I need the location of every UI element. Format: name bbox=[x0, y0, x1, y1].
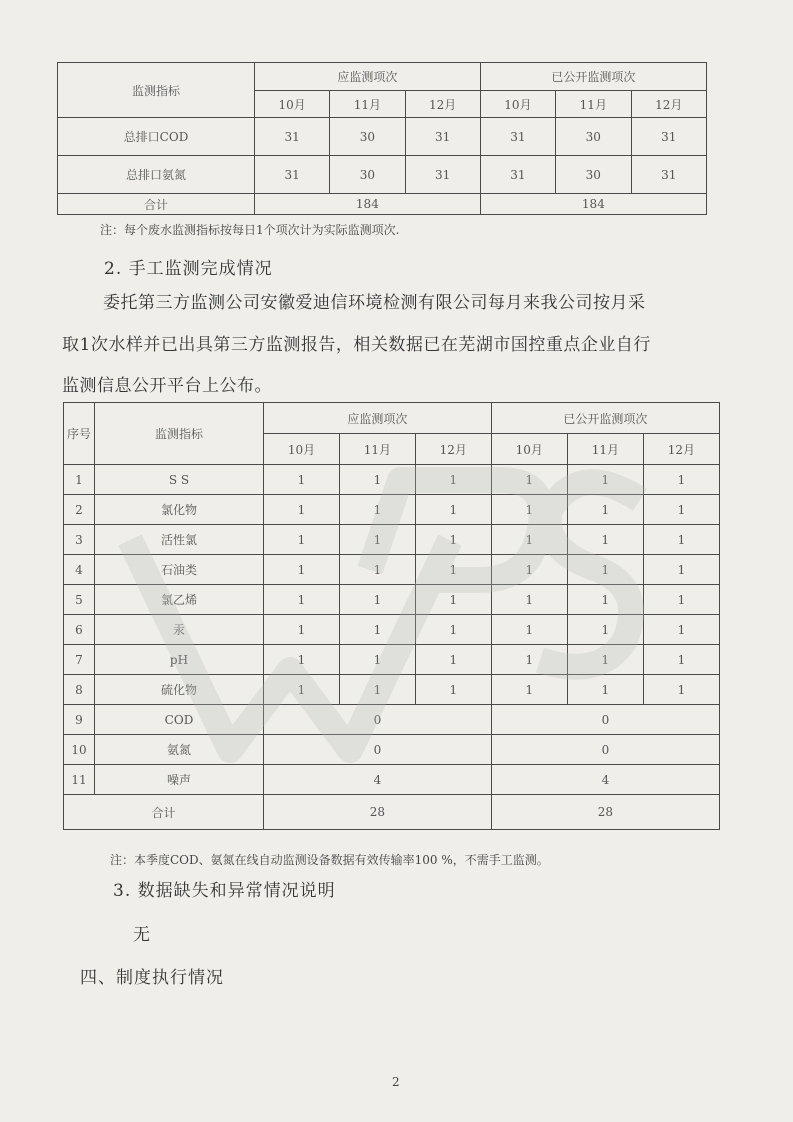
section-2-paragraph-line: 监测信息公开平台上公布。 bbox=[62, 376, 272, 396]
merged-published-value: 0 bbox=[491, 705, 719, 735]
indicator-name: 噪声 bbox=[95, 765, 264, 795]
section-4-heading: 四、制度执行情况 bbox=[80, 968, 224, 988]
table-row bbox=[64, 585, 720, 615]
indicator-name: 总排口COD bbox=[58, 118, 255, 156]
col-indicator-header: 监测指标 bbox=[58, 63, 255, 118]
cell-value: 31 bbox=[480, 156, 555, 194]
month-header: 10月 bbox=[491, 434, 567, 465]
row-number: 2 bbox=[64, 495, 95, 525]
cell-value: 31 bbox=[255, 156, 330, 194]
col-no-header: 序号 bbox=[64, 403, 95, 465]
table-row bbox=[64, 615, 720, 645]
cell-value: 1 bbox=[339, 675, 415, 705]
cell-value: 1 bbox=[264, 615, 340, 645]
cell-value: 1 bbox=[491, 675, 567, 705]
indicator-name: 氨氮 bbox=[95, 735, 264, 765]
table-row bbox=[64, 735, 720, 765]
cell-value: 1 bbox=[415, 555, 491, 585]
merged-required-value: 4 bbox=[264, 765, 492, 795]
total-published: 28 bbox=[491, 795, 719, 830]
indicator-name: COD bbox=[95, 705, 264, 735]
cell-value: 1 bbox=[643, 615, 719, 645]
cell-value: 1 bbox=[491, 615, 567, 645]
cell-value: 1 bbox=[339, 525, 415, 555]
cell-value: 1 bbox=[491, 495, 567, 525]
row-number: 3 bbox=[64, 525, 95, 555]
merged-published-value: 0 bbox=[491, 735, 719, 765]
cell-value: 1 bbox=[339, 495, 415, 525]
cell-value: 1 bbox=[264, 585, 340, 615]
cell-value: 1 bbox=[567, 555, 643, 585]
cell-value: 1 bbox=[567, 465, 643, 495]
total-label: 合计 bbox=[58, 194, 255, 215]
table-row bbox=[64, 765, 720, 795]
table-row bbox=[64, 495, 720, 525]
published-count-header: 已公开监测项次 bbox=[480, 63, 706, 91]
cell-value: 1 bbox=[415, 675, 491, 705]
col-indicator-header: 监测指标 bbox=[95, 403, 264, 465]
cell-value: 1 bbox=[643, 525, 719, 555]
table-row bbox=[64, 465, 720, 495]
table-row bbox=[64, 555, 720, 585]
cell-value: 1 bbox=[339, 555, 415, 585]
row-number: 10 bbox=[64, 735, 95, 765]
table-row bbox=[64, 705, 720, 735]
online-monitoring-table bbox=[57, 62, 707, 215]
cell-value: 30 bbox=[556, 156, 631, 194]
merged-required-value: 0 bbox=[264, 705, 492, 735]
cell-value: 1 bbox=[643, 465, 719, 495]
month-header: 11月 bbox=[567, 434, 643, 465]
manual-monitoring-table bbox=[63, 402, 720, 830]
cell-value: 1 bbox=[415, 465, 491, 495]
row-number: 5 bbox=[64, 585, 95, 615]
cell-value: 1 bbox=[264, 555, 340, 585]
row-number: 8 bbox=[64, 675, 95, 705]
cell-value: 1 bbox=[567, 615, 643, 645]
indicator-name: 氯化物 bbox=[95, 495, 264, 525]
cell-value: 1 bbox=[567, 645, 643, 675]
cell-value: 31 bbox=[405, 156, 480, 194]
month-header: 11月 bbox=[330, 91, 405, 118]
cell-value: 1 bbox=[643, 585, 719, 615]
indicator-name: 活性氯 bbox=[95, 525, 264, 555]
cell-value: 30 bbox=[330, 156, 405, 194]
cell-value: 1 bbox=[415, 615, 491, 645]
cell-value: 1 bbox=[339, 645, 415, 675]
table-row bbox=[64, 645, 720, 675]
row-number: 7 bbox=[64, 645, 95, 675]
month-header: 10月 bbox=[264, 434, 340, 465]
section-2-paragraph-line: 取1次水样并已出具第三方监测报告，相关数据已在芜湖市国控重点企业自行 bbox=[62, 335, 651, 355]
cell-value: 1 bbox=[567, 585, 643, 615]
cell-value: 1 bbox=[264, 465, 340, 495]
table-row bbox=[58, 118, 707, 156]
section-3-body: 无 bbox=[133, 925, 151, 945]
cell-value: 1 bbox=[491, 555, 567, 585]
required-count-header: 应监测项次 bbox=[264, 403, 492, 434]
cell-value: 31 bbox=[631, 156, 707, 194]
month-header: 12月 bbox=[405, 91, 480, 118]
month-header: 11月 bbox=[556, 91, 631, 118]
table-row bbox=[64, 675, 720, 705]
total-published: 184 bbox=[480, 194, 706, 215]
section-3-heading: 3. 数据缺失和异常情况说明 bbox=[113, 881, 336, 901]
cell-value: 31 bbox=[255, 118, 330, 156]
cell-value: 31 bbox=[405, 118, 480, 156]
section-2-paragraph-line: 委托第三方监测公司安徽爱迪信环境检测有限公司每月来我公司按月采 bbox=[103, 293, 646, 313]
cell-value: 30 bbox=[330, 118, 405, 156]
total-row bbox=[64, 795, 720, 830]
merged-published-value: 4 bbox=[491, 765, 719, 795]
cell-value: 1 bbox=[339, 615, 415, 645]
cell-value: 1 bbox=[643, 495, 719, 525]
cell-value: 1 bbox=[415, 525, 491, 555]
month-header: 12月 bbox=[631, 91, 707, 118]
section-2-heading: 2. 手工监测完成情况 bbox=[104, 259, 273, 279]
cell-value: 31 bbox=[631, 118, 707, 156]
cell-value: 1 bbox=[643, 675, 719, 705]
cell-value: 1 bbox=[567, 525, 643, 555]
total-required: 28 bbox=[264, 795, 492, 830]
row-number: 11 bbox=[64, 765, 95, 795]
cell-value: 1 bbox=[339, 585, 415, 615]
month-header: 10月 bbox=[255, 91, 330, 118]
indicator-name: pH bbox=[95, 645, 264, 675]
cell-value: 1 bbox=[264, 645, 340, 675]
row-number: 9 bbox=[64, 705, 95, 735]
cell-value: 1 bbox=[415, 495, 491, 525]
total-row bbox=[58, 194, 707, 215]
cell-value: 1 bbox=[415, 585, 491, 615]
indicator-name: 氯乙烯 bbox=[95, 585, 264, 615]
row-number: 6 bbox=[64, 615, 95, 645]
indicator-name: 汞 bbox=[95, 615, 264, 645]
cell-value: 1 bbox=[567, 495, 643, 525]
merged-required-value: 0 bbox=[264, 735, 492, 765]
cell-value: 1 bbox=[567, 675, 643, 705]
indicator-name: S S bbox=[95, 465, 264, 495]
published-count-header: 已公开监测项次 bbox=[491, 403, 719, 434]
indicator-name: 石油类 bbox=[95, 555, 264, 585]
table1-note: 注：每个废水监测指标按每日1个项次计为实际监测项次. bbox=[100, 223, 400, 237]
indicator-name: 总排口氨氮 bbox=[58, 156, 255, 194]
row-number: 1 bbox=[64, 465, 95, 495]
cell-value: 1 bbox=[264, 495, 340, 525]
cell-value: 1 bbox=[643, 555, 719, 585]
month-header: 12月 bbox=[415, 434, 491, 465]
cell-value: 1 bbox=[339, 465, 415, 495]
table-row bbox=[64, 525, 720, 555]
cell-value: 1 bbox=[415, 645, 491, 675]
table2-note: 注：本季度COD、氨氮在线自动监测设备数据有效传输率100 %，不需手工监测。 bbox=[110, 853, 549, 867]
month-header: 10月 bbox=[480, 91, 555, 118]
total-label: 合计 bbox=[64, 795, 264, 830]
cell-value: 1 bbox=[643, 645, 719, 675]
total-required: 184 bbox=[255, 194, 481, 215]
cell-value: 1 bbox=[491, 465, 567, 495]
cell-value: 1 bbox=[491, 525, 567, 555]
cell-value: 1 bbox=[264, 675, 340, 705]
cell-value: 1 bbox=[491, 585, 567, 615]
month-header: 12月 bbox=[643, 434, 719, 465]
month-header: 11月 bbox=[339, 434, 415, 465]
required-count-header: 应监测项次 bbox=[255, 63, 481, 91]
cell-value: 31 bbox=[480, 118, 555, 156]
indicator-name: 硫化物 bbox=[95, 675, 264, 705]
cell-value: 1 bbox=[491, 645, 567, 675]
page-number: 2 bbox=[392, 1075, 400, 1089]
table-row bbox=[58, 156, 707, 194]
row-number: 4 bbox=[64, 555, 95, 585]
cell-value: 30 bbox=[556, 118, 631, 156]
cell-value: 1 bbox=[264, 525, 340, 555]
